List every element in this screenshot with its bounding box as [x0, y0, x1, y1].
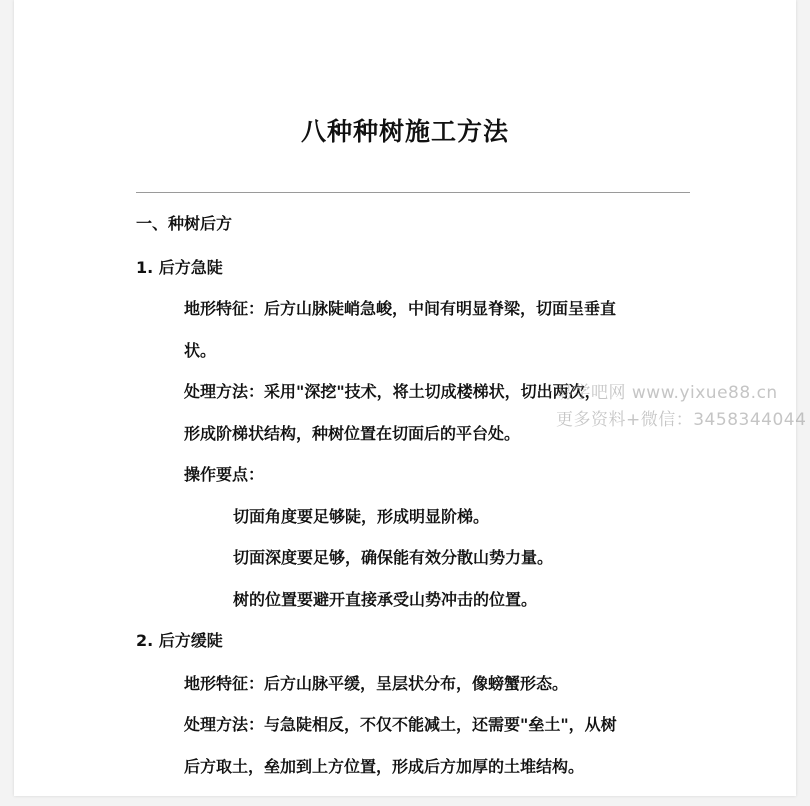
item2-heading: 2. 后方缓陡 — [136, 631, 223, 650]
item2-terrain-line1: 地形特征：后方山脉平缓，呈层状分布，像螃蟹形态。 — [184, 674, 569, 693]
item2-method-line1: 处理方法：与急陡相反，不仅不能减土，还需要"垒土"，从树 — [184, 715, 617, 734]
watermark-line1: 易学吧网 www.yixue88.cn — [556, 383, 778, 403]
item1-point-1: 切面角度要足够陡，形成明显阶梯。 — [233, 507, 490, 526]
section-heading: 一、种树后方 — [136, 214, 233, 233]
item1-terrain-line2: 状。 — [184, 341, 217, 360]
item1-heading: 1. 后方急陡 — [136, 258, 223, 277]
item1-method-line2: 形成阶梯状结构，种树位置在切面后的平台处。 — [184, 424, 521, 443]
title-divider — [136, 192, 690, 193]
item1-terrain-line1: 地形特征：后方山脉陡峭急峻，中间有明显脊梁，切面呈垂直 — [184, 299, 617, 318]
watermark-line2: 更多资料+微信：3458344044 — [556, 410, 807, 430]
item1-point-3: 树的位置要避开直接承受山势冲击的位置。 — [233, 590, 538, 609]
item1-points-label: 操作要点： — [184, 465, 265, 484]
item1-point-2: 切面深度要足够，确保能有效分散山势力量。 — [233, 548, 554, 567]
item1-method-line1: 处理方法：采用"深挖"技术，将土切成楼梯状，切出两次， — [184, 382, 601, 401]
document-title: 八种种树施工方法 — [300, 117, 509, 146]
item2-method-line2: 后方取土，垒加到上方位置，形成后方加厚的土堆结构。 — [184, 757, 585, 776]
